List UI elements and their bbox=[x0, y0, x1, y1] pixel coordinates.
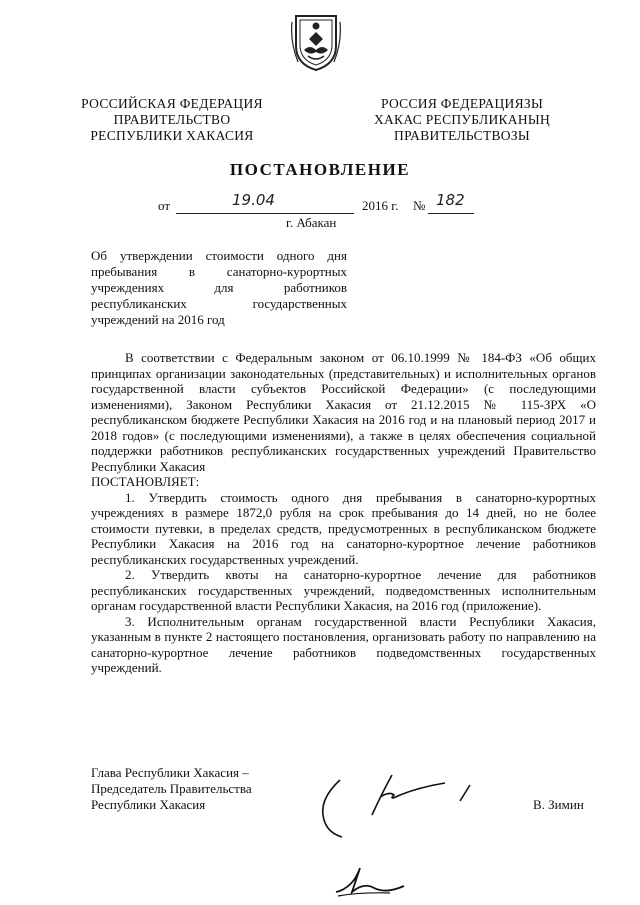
signer-position-line: Республики Хакасия bbox=[91, 797, 206, 812]
item-paragraph: 3. Исполнительным органам государственной власти Республики Хакасия, указанным в пункте 2 настоящего постановления, организовать работу по направлению на санаторно-курортное лечение работников подведомственных государственных учреждений. bbox=[91, 613, 596, 675]
handwritten-initials bbox=[330, 862, 410, 898]
signer-position-line: Председатель Правительства bbox=[91, 781, 252, 796]
signer-position-line: Глава Республики Хакасия – bbox=[91, 765, 249, 780]
header-left-line: РОССИЙСКАЯ ФЕДЕРАЦИЯ bbox=[81, 96, 263, 111]
handwritten-signature bbox=[310, 765, 490, 840]
document-body bbox=[91, 350, 596, 676]
document-subject bbox=[91, 248, 347, 328]
document-title: ПОСТАНОВЛЕНИЕ bbox=[229, 160, 411, 179]
subject-line: Об утверждении стоимости одного дня bbox=[91, 248, 347, 263]
header-left bbox=[72, 96, 272, 144]
subject-line: республиканских государственных bbox=[91, 296, 347, 311]
header-right-line: ПРАВИТЕЛЬСТВОЗЫ bbox=[394, 128, 530, 143]
coat-of-arms-emblem bbox=[290, 12, 342, 72]
signer-position bbox=[91, 765, 252, 813]
date-from-label: от bbox=[158, 198, 171, 213]
header-right-line: ХАКАС РЕСПУБЛИКАНЫҢ bbox=[373, 112, 551, 127]
signer-name: В. Зимин bbox=[533, 797, 584, 812]
item-paragraph: 1. Утвердить стоимость одного дня пребывания в санаторно-курортных учреждениях в размере 1872,0 рубля на срок пребывания до 14 дней, но не более стоимости путевки, в пределах средств, предусмотренных в республиканском бюджете Республики Хакасия на 2016 год на санаторно-курортное лечение работников республиканских государственных учреждений. bbox=[91, 489, 596, 567]
preamble-paragraph: В соответствии с Федеральным законом от 06.10.1999 № 184-ФЗ «Об общих принципах организации законодательных (представительных) и исполнительных органов государственной власти субъектов Российской Федерации» (с последующими изменениями), Законом Республики Хакасия от 21.12.2015 № 115-ЗРХ «О республиканском бюджете Республики Хакасия на 2016 год и на плановый период 2017 и 2018 годов» (с последующими изменениями), а также в целях обеспечения социальной поддержки работников республиканских государственных учреждений Правительство Республики Хакасия bbox=[91, 350, 596, 474]
handwritten-date: 19.04 bbox=[232, 191, 275, 209]
item-paragraph: 2. Утвердить квоты на санаторно-курортное лечение для работников республиканских государственных учреждений, подведомственных исполнительным органам государственной власти Республики Хакасия, на 2016 год (приложение). bbox=[91, 567, 596, 613]
decree-word: ПОСТАНОВЛЯЕТ: bbox=[91, 474, 200, 489]
header-right-line: РОССИЯ ФЕДЕРАЦИЯЗЫ bbox=[380, 96, 544, 111]
date-underline bbox=[176, 213, 354, 214]
date-year: 2016 г. bbox=[362, 198, 399, 213]
number-label: № bbox=[413, 198, 426, 213]
city: г. Абакан bbox=[286, 215, 337, 230]
subject-line: пребывания в санаторно-курортных bbox=[91, 264, 347, 279]
header-left-line: РЕСПУБЛИКИ ХАКАСИЯ bbox=[90, 128, 254, 143]
header-right bbox=[362, 96, 562, 144]
number-underline bbox=[428, 213, 474, 214]
header-left-line: ПРАВИТЕЛЬСТВО bbox=[113, 112, 231, 127]
subject-line: учреждений на 2016 год bbox=[91, 312, 225, 327]
subject-line: учреждениях для работников bbox=[91, 280, 347, 295]
handwritten-number: 182 bbox=[436, 191, 465, 209]
